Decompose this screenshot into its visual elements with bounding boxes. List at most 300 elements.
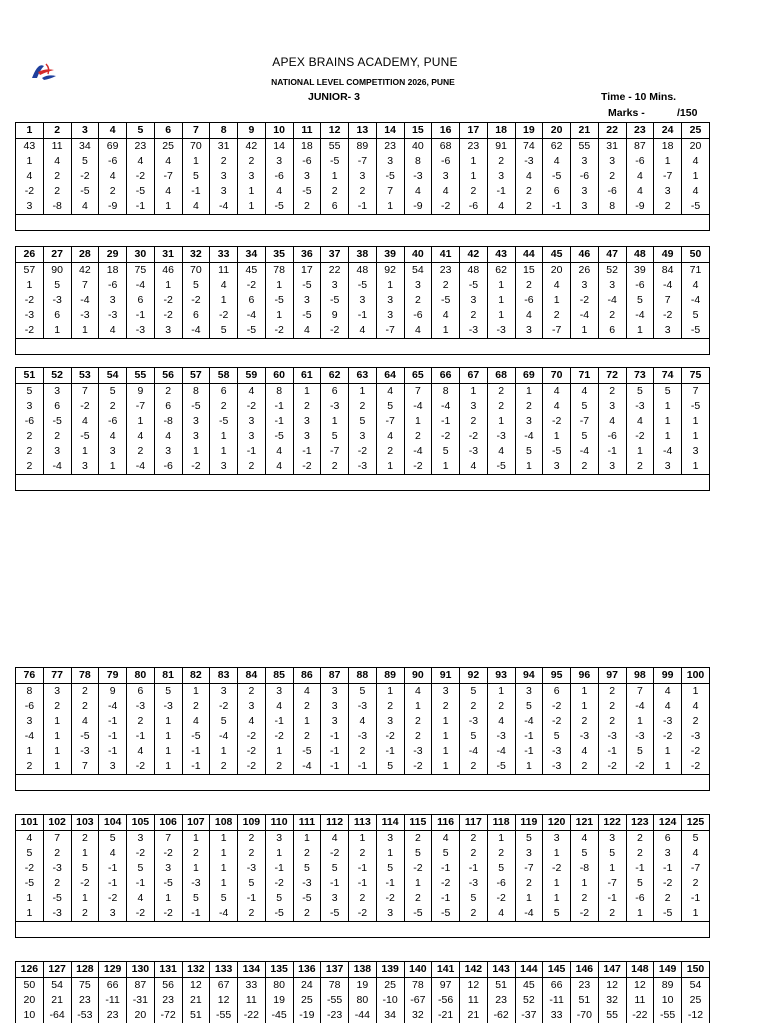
number-cell: 66	[543, 978, 571, 994]
number-cell: 5	[99, 831, 127, 847]
number-cell: 7	[154, 831, 182, 847]
number-cell: 3	[515, 846, 543, 861]
number-cell: 3	[654, 459, 682, 475]
number-cell: -2	[16, 184, 44, 199]
number-cell: -45	[265, 1008, 293, 1023]
number-cell: -5	[293, 184, 321, 199]
number-cell: 84	[654, 263, 682, 279]
number-cell: -2	[404, 759, 432, 775]
number-cell: -1	[127, 308, 155, 323]
question-number: 140	[404, 962, 432, 978]
number-cell: -7	[598, 876, 626, 891]
number-cell: 3	[293, 429, 321, 444]
question-number: 93	[487, 668, 515, 684]
question-number: 42	[460, 247, 488, 263]
number-cell: 1	[293, 831, 321, 847]
number-cell: -5	[321, 906, 349, 922]
number-cell: -1	[349, 759, 377, 775]
number-cell: 23	[487, 993, 515, 1008]
number-cell: 4	[265, 444, 293, 459]
number-cell: -4	[71, 293, 99, 308]
number-cell: -3	[682, 729, 710, 744]
number-cell: 6	[654, 831, 682, 847]
number-cell: -2	[182, 293, 210, 308]
number-cell: 3	[43, 444, 71, 459]
number-cell: 1	[571, 323, 599, 339]
number-cell: 3	[154, 861, 182, 876]
number-cell: 2	[460, 414, 488, 429]
number-cell: -3	[487, 429, 515, 444]
answer-cell[interactable]	[16, 339, 710, 355]
number-cell: -7	[349, 154, 377, 169]
number-cell: 24	[293, 978, 321, 994]
number-cell: 5	[626, 744, 654, 759]
number-cell: -3	[349, 459, 377, 475]
question-number: 90	[404, 668, 432, 684]
number-cell: 17	[293, 263, 321, 279]
number-cell: 6	[321, 384, 349, 400]
number-cell: 26	[571, 263, 599, 279]
number-cell: -2	[127, 906, 155, 922]
number-cell: 1	[682, 429, 710, 444]
number-cell: 15	[515, 263, 543, 279]
answer-row[interactable]	[16, 339, 710, 355]
question-number: 120	[543, 815, 571, 831]
question-number: 64	[376, 368, 404, 384]
question-number: 33	[210, 247, 238, 263]
number-cell: 1	[598, 861, 626, 876]
number-cell: 11	[43, 139, 71, 155]
number-cell: 46	[154, 263, 182, 279]
question-grid	[15, 667, 710, 791]
number-cell: 4	[515, 169, 543, 184]
number-cell: -4	[404, 399, 432, 414]
number-cell: -5	[71, 184, 99, 199]
question-number: 44	[515, 247, 543, 263]
number-cell: 89	[654, 978, 682, 994]
question-number: 99	[654, 668, 682, 684]
number-cell: 2	[210, 759, 238, 775]
question-number: 114	[376, 815, 404, 831]
number-cell: -11	[99, 993, 127, 1008]
number-cell: -31	[127, 993, 155, 1008]
number-cell: 5	[598, 846, 626, 861]
question-table-5	[15, 814, 711, 938]
number-cell: -3	[43, 861, 71, 876]
number-cell: -5	[238, 323, 266, 339]
number-cell: 3	[515, 684, 543, 700]
number-cell: 1	[210, 831, 238, 847]
number-cell: -2	[154, 906, 182, 922]
question-number: 73	[626, 368, 654, 384]
number-cell: 4	[238, 384, 266, 400]
number-cell: 1	[432, 459, 460, 475]
number-cell: 1	[43, 323, 71, 339]
number-cell: 62	[543, 139, 571, 155]
number-cell: -2	[432, 429, 460, 444]
question-number: 149	[654, 962, 682, 978]
number-cell: 1	[626, 444, 654, 459]
number-cell: -3	[349, 699, 377, 714]
number-cell: 19	[349, 978, 377, 994]
number-cell: 5	[682, 831, 710, 847]
number-cell: 2	[515, 876, 543, 891]
number-cell: -3	[598, 729, 626, 744]
number-cell: 1	[43, 729, 71, 744]
number-cell: -5	[487, 759, 515, 775]
question-number: 2	[43, 123, 71, 139]
number-cell: -3	[543, 744, 571, 759]
number-cell: -5	[182, 399, 210, 414]
number-cell: 2	[321, 459, 349, 475]
question-grid	[15, 246, 710, 355]
number-cell: 5	[16, 384, 44, 400]
number-cell: 4	[626, 169, 654, 184]
question-number: 127	[43, 962, 71, 978]
number-cell: -1	[182, 744, 210, 759]
number-cell: -2	[626, 429, 654, 444]
number-cell: 5	[515, 699, 543, 714]
number-cell: 4	[543, 278, 571, 293]
number-cell: 1	[154, 891, 182, 906]
number-cell: -3	[321, 399, 349, 414]
number-cell: -1	[265, 414, 293, 429]
question-number: 141	[432, 962, 460, 978]
number-cell: 5	[99, 384, 127, 400]
number-cell: 1	[71, 444, 99, 459]
number-cell: 1	[432, 323, 460, 339]
question-number: 40	[404, 247, 432, 263]
question-number: 96	[571, 668, 599, 684]
number-cell: 3	[43, 384, 71, 400]
number-cell: 32	[598, 993, 626, 1008]
number-cell: -5	[404, 906, 432, 922]
question-number: 72	[598, 368, 626, 384]
number-cell: 1	[349, 384, 377, 400]
question-table-1	[15, 122, 711, 231]
number-cell: 2	[376, 444, 404, 459]
number-cell: 4	[432, 308, 460, 323]
answer-row[interactable]	[16, 475, 710, 491]
number-cell: 2	[238, 831, 266, 847]
number-cell: 1	[376, 846, 404, 861]
question-number: 63	[349, 368, 377, 384]
question-table-6	[15, 961, 711, 1024]
number-cell: -6	[16, 414, 44, 429]
number-cell: 5	[182, 278, 210, 293]
number-cell: -3	[238, 861, 266, 876]
number-cell: -1	[349, 861, 377, 876]
number-cell: 1	[210, 293, 238, 308]
number-cell: 12	[598, 978, 626, 994]
number-row	[16, 308, 710, 323]
number-cell: -2	[238, 729, 266, 744]
number-cell: 1	[293, 714, 321, 729]
number-cell: -7	[376, 414, 404, 429]
number-cell: 2	[404, 831, 432, 847]
number-cell: 2	[515, 399, 543, 414]
number-cell: 70	[182, 263, 210, 279]
number-cell: 2	[182, 699, 210, 714]
number-cell: 5	[626, 293, 654, 308]
number-row	[16, 278, 710, 293]
number-cell: 71	[682, 263, 710, 279]
number-cell: 3	[321, 684, 349, 700]
number-cell: 1	[515, 759, 543, 775]
question-number: 134	[238, 962, 266, 978]
number-cell: 2	[16, 459, 44, 475]
number-cell: 25	[376, 978, 404, 994]
number-cell: 75	[71, 978, 99, 994]
number-cell: 3	[99, 293, 127, 308]
number-cell: -3	[127, 699, 155, 714]
number-cell: 4	[376, 429, 404, 444]
answer-cell[interactable]	[16, 475, 710, 491]
question-number: 84	[238, 668, 266, 684]
question-grid	[15, 961, 710, 1023]
number-cell: 1	[376, 278, 404, 293]
number-cell: 6	[598, 323, 626, 339]
answer-row[interactable]	[16, 922, 710, 938]
question-number: 125	[682, 815, 710, 831]
number-row	[16, 684, 710, 700]
number-cell: -3	[182, 876, 210, 891]
number-cell: 74	[515, 139, 543, 155]
academy-logo-icon	[28, 60, 60, 82]
number-cell: 3	[43, 684, 71, 700]
number-cell: 1	[404, 699, 432, 714]
number-cell: -4	[99, 699, 127, 714]
answer-row[interactable]	[16, 775, 710, 791]
number-cell: 2	[238, 684, 266, 700]
question-number: 92	[460, 668, 488, 684]
question-number: 139	[376, 962, 404, 978]
number-cell: 18	[99, 263, 127, 279]
number-cell: 2	[321, 184, 349, 199]
question-number: 65	[404, 368, 432, 384]
number-row	[16, 846, 710, 861]
answer-row[interactable]	[16, 215, 710, 231]
number-cell: 3	[16, 199, 44, 215]
number-cell: 1	[321, 414, 349, 429]
number-cell: 6	[543, 684, 571, 700]
number-cell: -2	[487, 891, 515, 906]
marks-total: /150	[677, 107, 698, 119]
number-cell: -2	[127, 169, 155, 184]
number-cell: -1	[127, 729, 155, 744]
number-cell: 4	[543, 384, 571, 400]
number-cell: 3	[349, 429, 377, 444]
number-row	[16, 263, 710, 279]
number-cell: 5	[349, 414, 377, 429]
question-number: 51	[16, 368, 44, 384]
number-cell: 48	[460, 263, 488, 279]
number-cell: -4	[16, 729, 44, 744]
question-number: 144	[515, 962, 543, 978]
answer-cell[interactable]	[16, 215, 710, 231]
number-row	[16, 199, 710, 215]
number-cell: -2	[460, 429, 488, 444]
number-cell: -6	[598, 184, 626, 199]
number-row	[16, 1008, 710, 1023]
number-cell: -2	[543, 699, 571, 714]
number-cell: 4	[376, 384, 404, 400]
number-cell: -6	[460, 199, 488, 215]
number-cell: 50	[16, 978, 44, 994]
answer-cell[interactable]	[16, 922, 710, 938]
number-cell: -2	[654, 308, 682, 323]
number-cell: 1	[210, 861, 238, 876]
number-cell: 6	[182, 308, 210, 323]
number-cell: 3	[210, 184, 238, 199]
number-cell: 5	[210, 323, 238, 339]
number-cell: 2	[598, 308, 626, 323]
number-cell: -2	[321, 323, 349, 339]
number-cell: 7	[71, 384, 99, 400]
number-cell: -2	[99, 891, 127, 906]
number-cell: 1	[543, 429, 571, 444]
number-cell: -2	[238, 278, 266, 293]
number-cell: -1	[598, 744, 626, 759]
number-cell: 54	[404, 263, 432, 279]
number-cell: 1	[515, 384, 543, 400]
number-cell: 2	[432, 699, 460, 714]
question-number: 70	[543, 368, 571, 384]
number-row	[16, 459, 710, 475]
question-number: 28	[71, 247, 99, 263]
number-cell: -5	[293, 278, 321, 293]
number-row	[16, 444, 710, 459]
number-cell: -5	[460, 278, 488, 293]
number-cell: 4	[71, 414, 99, 429]
question-number: 117	[460, 815, 488, 831]
number-cell: -5	[127, 184, 155, 199]
number-cell: -1	[515, 744, 543, 759]
number-cell: -5	[682, 323, 710, 339]
number-cell: 4	[210, 278, 238, 293]
number-row	[16, 729, 710, 744]
question-number: 60	[265, 368, 293, 384]
number-cell: -3	[154, 699, 182, 714]
number-cell: -3	[460, 876, 488, 891]
number-cell: -1	[432, 861, 460, 876]
number-cell: 42	[71, 263, 99, 279]
question-number: 27	[43, 247, 71, 263]
number-cell: 11	[626, 993, 654, 1008]
number-cell: 2	[293, 699, 321, 714]
question-number: 16	[432, 123, 460, 139]
question-number: 12	[321, 123, 349, 139]
question-number: 49	[654, 247, 682, 263]
number-row	[16, 169, 710, 184]
number-cell: -1	[321, 759, 349, 775]
number-cell: 3	[598, 399, 626, 414]
number-row	[16, 759, 710, 775]
number-cell: 23	[127, 139, 155, 155]
question-number: 76	[16, 668, 44, 684]
number-cell: 6	[238, 293, 266, 308]
question-number: 8	[210, 123, 238, 139]
number-cell: 5	[432, 846, 460, 861]
number-cell: -5	[210, 414, 238, 429]
number-row	[16, 993, 710, 1008]
question-number: 105	[127, 815, 155, 831]
number-cell: -2	[238, 759, 266, 775]
number-cell: 2	[43, 699, 71, 714]
question-number: 9	[238, 123, 266, 139]
number-cell: 45	[515, 978, 543, 994]
number-cell: 5	[376, 861, 404, 876]
number-cell: -5	[265, 293, 293, 308]
question-number: 79	[99, 668, 127, 684]
number-cell: 4	[682, 699, 710, 714]
number-cell: -5	[543, 169, 571, 184]
number-cell: 2	[654, 891, 682, 906]
number-cell: -5	[376, 169, 404, 184]
question-table-2	[15, 246, 711, 355]
number-cell: 1	[654, 154, 682, 169]
number-cell: 7	[376, 184, 404, 199]
number-cell: -1	[376, 744, 404, 759]
number-cell: 18	[654, 139, 682, 155]
number-cell: 5	[293, 861, 321, 876]
number-cell: -4	[210, 729, 238, 744]
number-cell: 4	[127, 891, 155, 906]
number-cell: 2	[487, 384, 515, 400]
number-cell: -1	[626, 861, 654, 876]
answer-cell[interactable]	[16, 775, 710, 791]
number-row	[16, 154, 710, 169]
number-cell: 4	[349, 714, 377, 729]
number-cell: -2	[432, 199, 460, 215]
number-cell: 40	[404, 139, 432, 155]
number-cell: 3	[238, 429, 266, 444]
number-cell: 4	[654, 684, 682, 700]
number-cell: -3	[16, 308, 44, 323]
number-cell: 80	[265, 978, 293, 994]
number-cell: 4	[682, 846, 710, 861]
number-cell: 12	[210, 993, 238, 1008]
number-cell: 4	[432, 184, 460, 199]
number-cell: 1	[265, 278, 293, 293]
number-cell: -1	[432, 414, 460, 429]
number-cell: -55	[321, 993, 349, 1008]
number-cell: -2	[654, 729, 682, 744]
number-cell: -4	[210, 199, 238, 215]
number-cell: 6	[127, 684, 155, 700]
number-cell: 2	[71, 906, 99, 922]
number-cell: -4	[238, 308, 266, 323]
number-cell: 4	[127, 154, 155, 169]
number-cell: -6	[16, 699, 44, 714]
number-cell: -4	[460, 744, 488, 759]
number-cell: 5	[182, 891, 210, 906]
number-cell: 1	[265, 308, 293, 323]
number-cell: -5	[321, 293, 349, 308]
question-number: 135	[265, 962, 293, 978]
number-cell: 1	[487, 278, 515, 293]
number-cell: 4	[43, 154, 71, 169]
number-cell: 92	[376, 263, 404, 279]
number-cell: 2	[682, 876, 710, 891]
number-cell: 80	[349, 993, 377, 1008]
number-cell: 23	[432, 263, 460, 279]
number-cell: 1	[16, 744, 44, 759]
number-cell: 3	[460, 293, 488, 308]
number-cell: 2	[16, 759, 44, 775]
number-cell: 1	[487, 414, 515, 429]
question-number-row	[16, 247, 710, 263]
